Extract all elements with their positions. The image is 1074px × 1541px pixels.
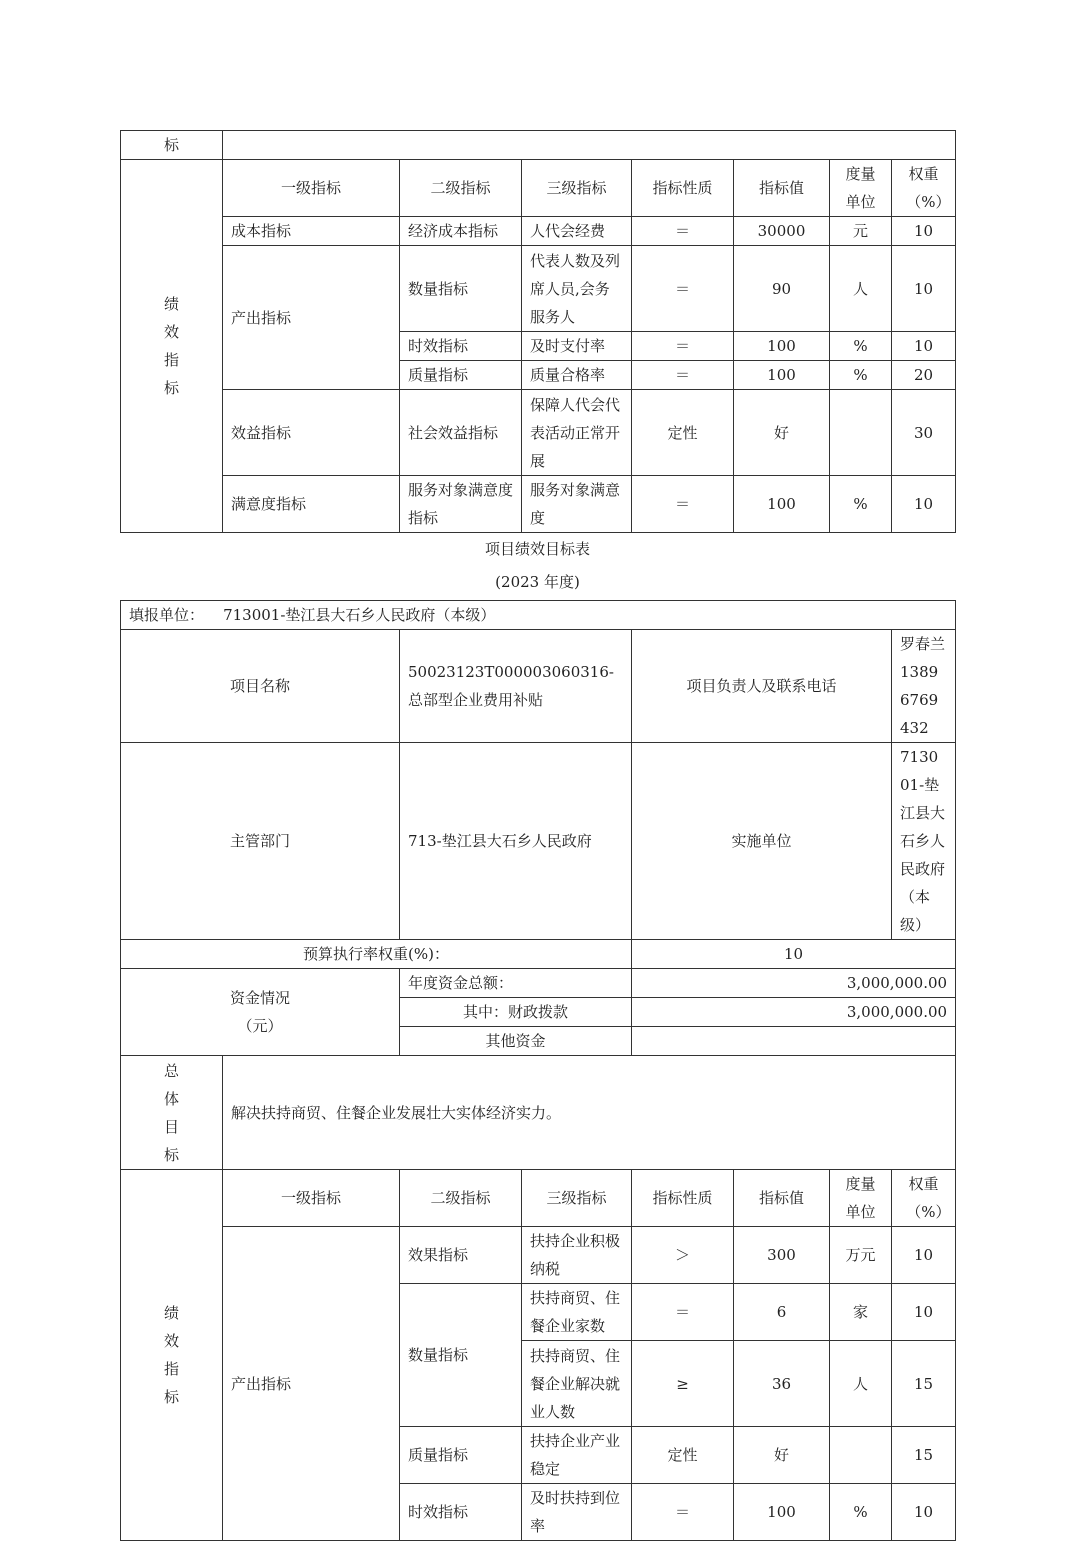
table-row	[121, 390, 956, 476]
cell-value: 好	[734, 1427, 830, 1484]
cell-value: 90	[734, 246, 830, 332]
other-funds-label: 其他资金	[400, 1027, 632, 1056]
cell-l2: 社会效益指标	[400, 390, 522, 476]
goal-label: 总体目标	[164, 1061, 180, 1164]
cell-l3: 服务对象满意度	[522, 476, 632, 533]
annual-total-label: 年度资金总额：	[400, 969, 632, 998]
impl-label: 实施单位	[632, 743, 892, 940]
header-value: 指标值	[734, 1170, 830, 1227]
reporting-unit-label: 填报单位：	[129, 606, 205, 624]
cell-weight: 20	[892, 361, 956, 390]
cell-weight: 10	[892, 1284, 956, 1341]
contact-label: 项目负责人及联系电话	[632, 630, 892, 743]
goal-empty-cell	[223, 131, 956, 160]
funds-label-cell	[121, 969, 400, 1056]
dept-value: 713-垫江县大石乡人民政府	[400, 743, 632, 940]
budget-weight-value: 10	[632, 940, 956, 969]
cell-l3: 扶持商贸、住餐企业家数	[522, 1284, 632, 1341]
header-l2: 二级指标	[400, 160, 522, 217]
cell-nature: ＝	[632, 1284, 734, 1341]
cell-value: 6	[734, 1284, 830, 1341]
header-l1: 一级指标	[223, 160, 400, 217]
table-year: (2023 年度)	[495, 573, 580, 591]
fiscal-label: 其中：财政拨款	[400, 998, 632, 1027]
cell-value: 300	[734, 1227, 830, 1284]
cell-l3: 扶持商贸、住餐企业解决就业人数	[522, 1341, 632, 1427]
cell-unit: %	[830, 332, 892, 361]
header-l3: 三级指标	[522, 160, 632, 217]
cell-value: 100	[734, 476, 830, 533]
header-weight: 权重（%）	[892, 1170, 956, 1227]
cell-nature: ＝	[632, 361, 734, 390]
contact-value: 罗春兰 13896769432	[892, 630, 956, 743]
cell-value: 好	[734, 390, 830, 476]
cell-l1: 产出指标	[223, 1227, 400, 1541]
cell-l2: 数量指标	[400, 1284, 522, 1427]
cell-l2: 服务对象满意度指标	[400, 476, 522, 533]
project-name-value: 50023123T000003060316-总部型企业费用补贴	[400, 630, 632, 743]
cell-l3: 及时支付率	[522, 332, 632, 361]
header-l3: 三级指标	[522, 1170, 632, 1227]
cell-l3: 人代会经费	[522, 217, 632, 246]
cell-weight: 10	[892, 1484, 956, 1541]
header-l1: 一级指标	[223, 1170, 400, 1227]
cell-unit: %	[830, 361, 892, 390]
cell-weight: 30	[892, 390, 956, 476]
header-unit: 度量单位	[830, 1170, 892, 1227]
cell-nature: 定性	[632, 1427, 734, 1484]
cell-unit	[830, 390, 892, 476]
project-name-label: 项目名称	[121, 630, 400, 743]
goal-value: 解决扶持商贸、住餐企业发展壮大实体经济实力。	[223, 1056, 956, 1170]
cell-nature: ＝	[632, 332, 734, 361]
cell-l3: 质量合格率	[522, 361, 632, 390]
header-nature: 指标性质	[632, 160, 734, 217]
cell-l2: 质量指标	[400, 361, 522, 390]
annual-total-value: 3,000,000.00	[632, 969, 956, 998]
perf-label: 绩效指标	[164, 295, 180, 397]
fiscal-value: 3,000,000.00	[632, 998, 956, 1027]
other-funds-value	[632, 1027, 956, 1056]
table-row	[121, 1227, 956, 1284]
header-value: 指标值	[734, 160, 830, 217]
cell-value: 30000	[734, 217, 830, 246]
cell-unit: 元	[830, 217, 892, 246]
cell-l3: 代表人数及列席人员,会务服务人	[522, 246, 632, 332]
table-row	[121, 476, 956, 533]
cell-l2: 时效指标	[400, 332, 522, 361]
budget-weight-label: 预算执行率权重(%)：	[121, 940, 632, 969]
cell-nature: ＝	[632, 1484, 734, 1541]
cell-unit: %	[830, 1484, 892, 1541]
cell-l1: 成本指标	[223, 217, 400, 246]
goal-label-tail: 标	[121, 131, 223, 160]
table-row	[121, 217, 956, 246]
cell-nature: ＝	[632, 217, 734, 246]
goal-label-cell	[121, 1056, 223, 1170]
cell-nature: ＝	[632, 476, 734, 533]
perf-label: 绩效指标	[164, 1304, 180, 1406]
cell-weight: 10	[892, 476, 956, 533]
cell-unit: 人	[830, 1341, 892, 1427]
header-unit: 度量单位	[830, 160, 892, 217]
cell-l2: 质量指标	[400, 1427, 522, 1484]
cell-l2: 数量指标	[400, 246, 522, 332]
project-perf-table	[120, 600, 956, 1541]
cell-weight: 15	[892, 1427, 956, 1484]
perf-label-cell	[121, 160, 223, 533]
cell-value: 36	[734, 1341, 830, 1427]
cell-l1: 满意度指标	[223, 476, 400, 533]
cell-weight: 10	[892, 332, 956, 361]
cell-l3: 保障人代会代表活动正常开展	[522, 390, 632, 476]
cell-unit: 人	[830, 246, 892, 332]
header-l2: 二级指标	[400, 1170, 522, 1227]
header-weight: 权重（%）	[892, 160, 956, 217]
table-row	[121, 246, 956, 332]
cell-unit	[830, 1427, 892, 1484]
impl-value: 713001-垫江县大石乡人民政府（本级）	[892, 743, 956, 940]
cell-l2: 经济成本指标	[400, 217, 522, 246]
cell-nature: 定性	[632, 390, 734, 476]
cell-nature: ＝	[632, 246, 734, 332]
perf-table-continued	[120, 130, 956, 533]
cell-unit: %	[830, 476, 892, 533]
cell-l1: 产出指标	[223, 246, 400, 390]
header-nature: 指标性质	[632, 1170, 734, 1227]
cell-l3: 扶持企业产业稳定	[522, 1427, 632, 1484]
perf-label-cell	[121, 1170, 223, 1541]
cell-value: 100	[734, 361, 830, 390]
cell-l2: 时效指标	[400, 1484, 522, 1541]
cell-nature: ＞	[632, 1227, 734, 1284]
cell-weight: 10	[892, 1227, 956, 1284]
table-title: 项目绩效目标表	[484, 540, 590, 558]
dept-label: 主管部门	[121, 743, 400, 940]
cell-weight: 10	[892, 246, 956, 332]
funds-unit: （元）	[237, 1017, 283, 1035]
cell-l1: 效益指标	[223, 390, 400, 476]
cell-l2: 效果指标	[400, 1227, 522, 1284]
cell-unit: 家	[830, 1284, 892, 1341]
cell-weight: 15	[892, 1341, 956, 1427]
cell-l3: 扶持企业积极纳税	[522, 1227, 632, 1284]
cell-l3: 及时扶持到位率	[522, 1484, 632, 1541]
reporting-unit-value: 713001-垫江县大石乡人民政府（本级）	[223, 606, 496, 624]
cell-nature: ≥	[632, 1341, 734, 1427]
cell-value: 100	[734, 332, 830, 361]
cell-unit: 万元	[830, 1227, 892, 1284]
cell-weight: 10	[892, 217, 956, 246]
reporting-unit-row	[121, 601, 956, 630]
funds-label: 资金情况	[229, 989, 290, 1007]
cell-value: 100	[734, 1484, 830, 1541]
